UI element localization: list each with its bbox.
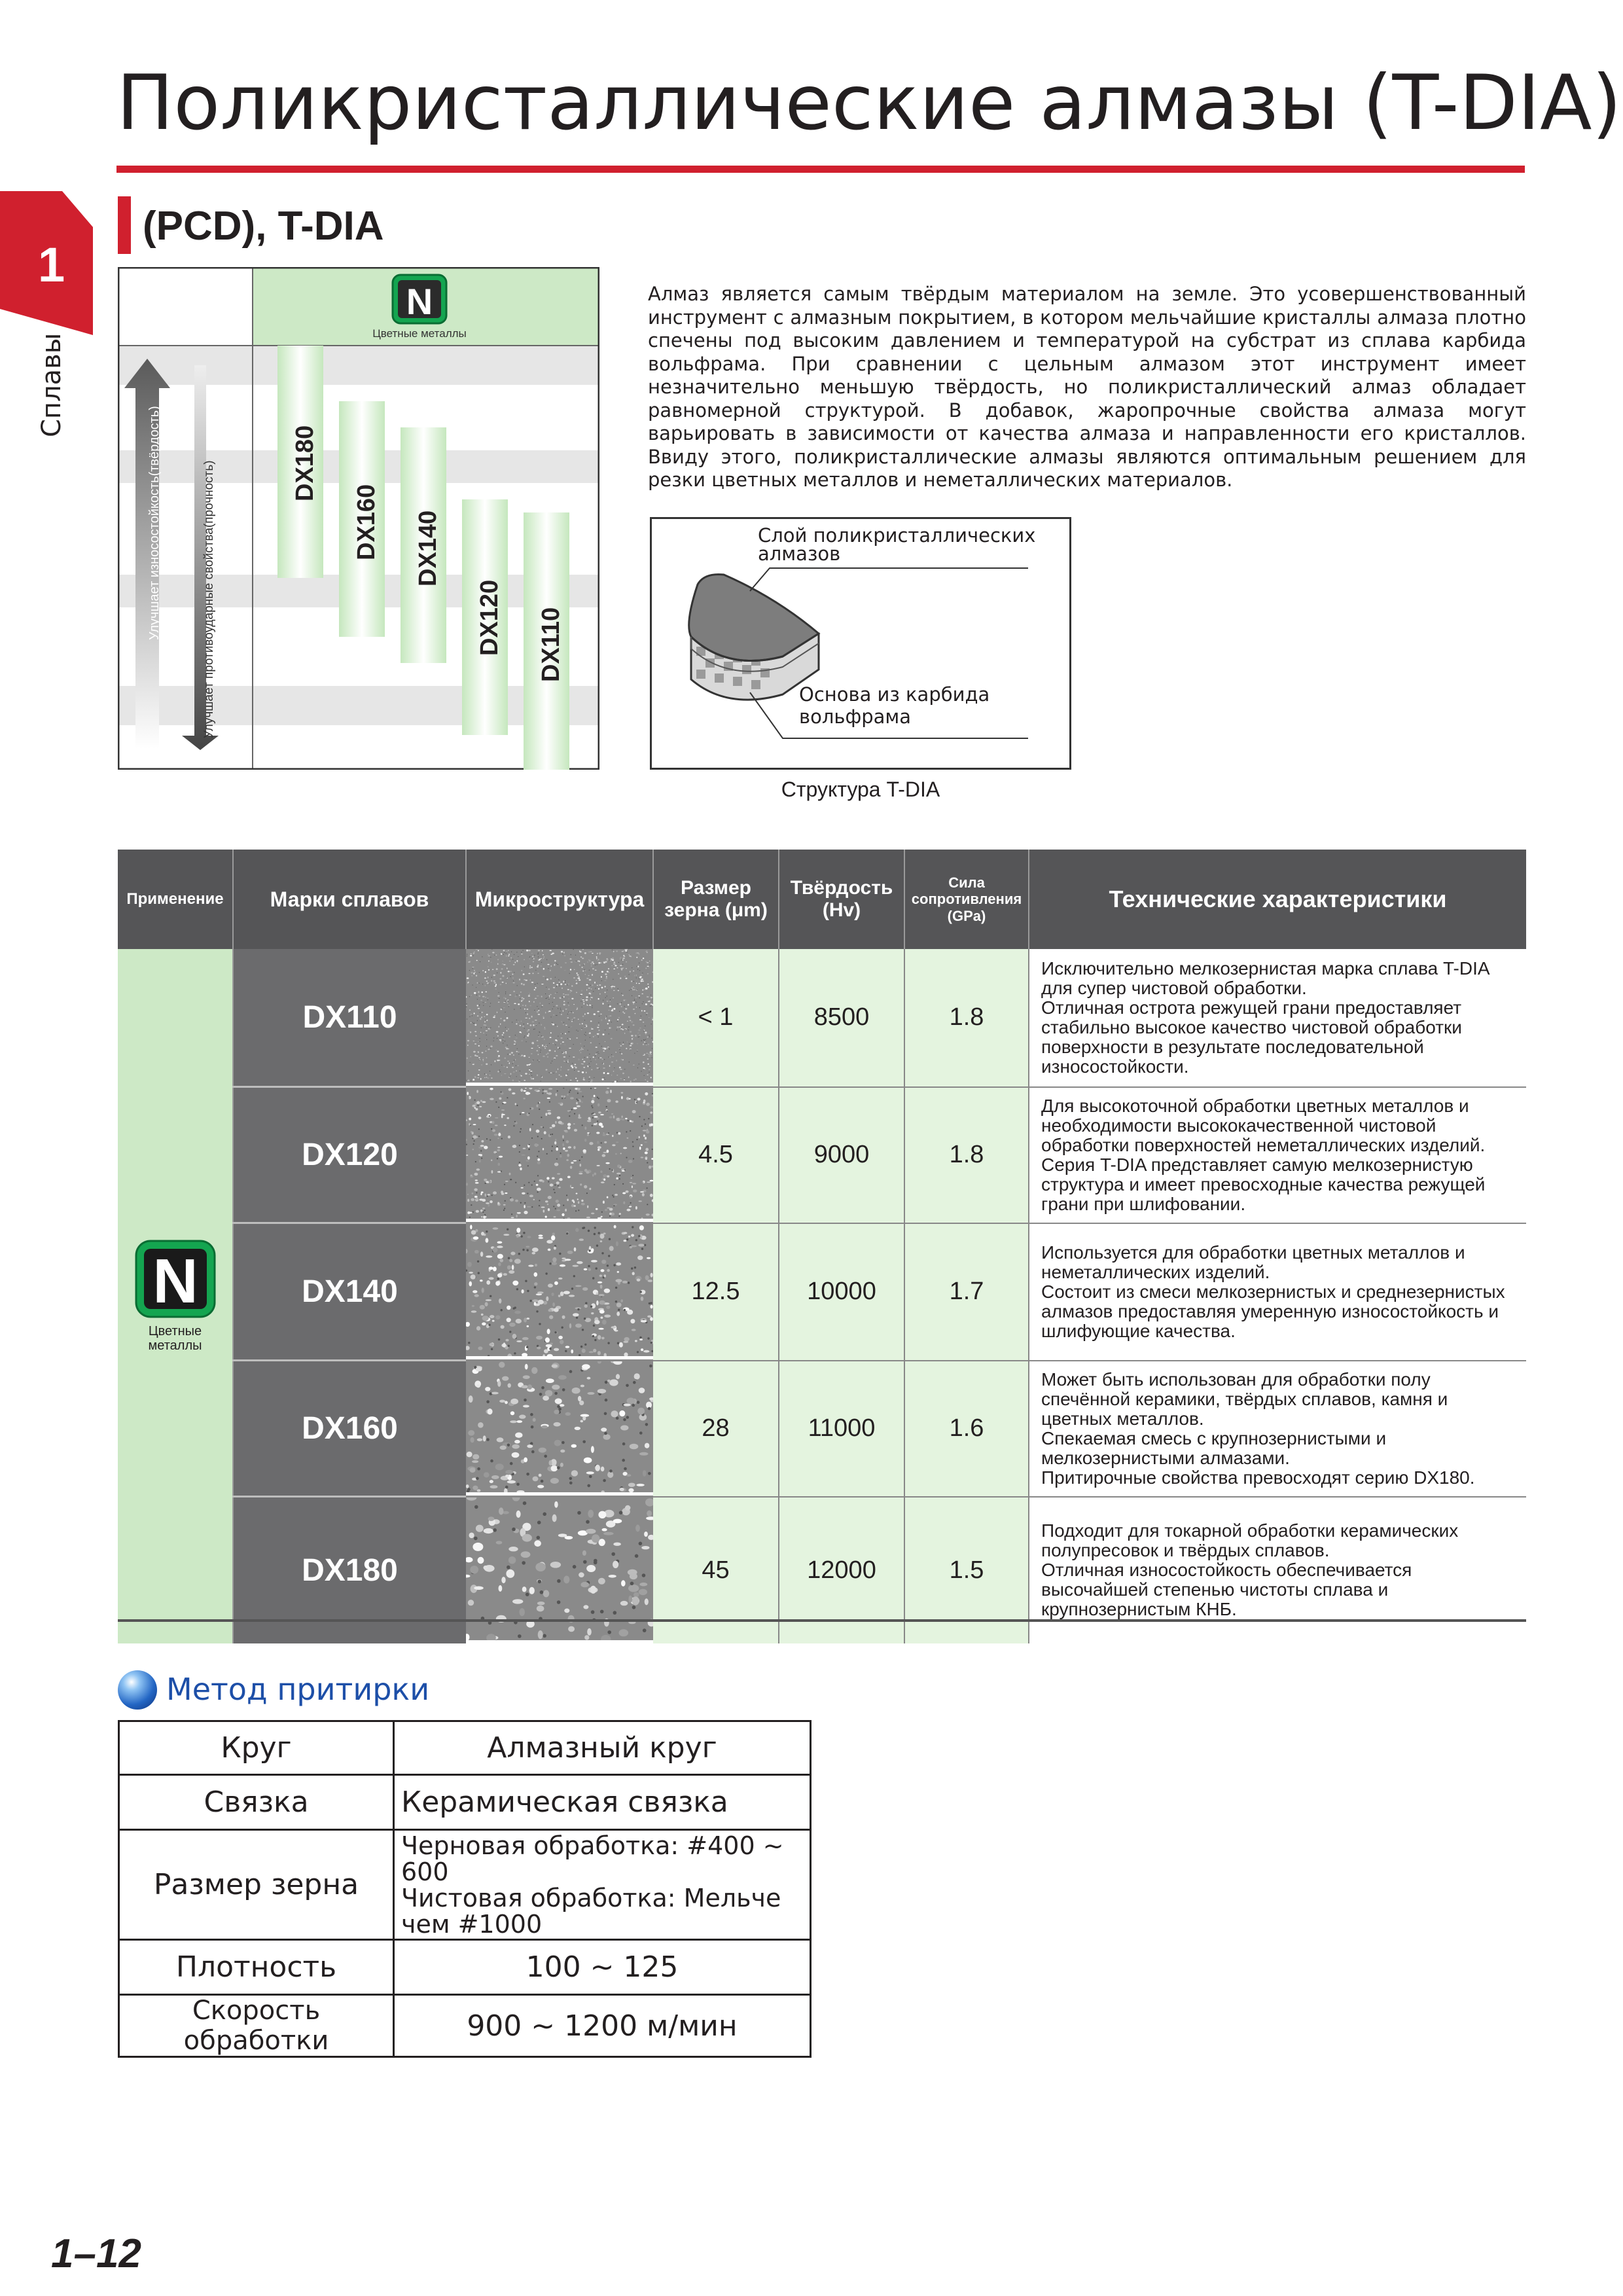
features-text: Может быть использован для обработки полу спечённой керамики, твёрдых сплавов, камня и цветных металлов. Спекаемая смесь с крупнозернистыми и мелкозернистыми алмазами. Притирочные свойства превосходят серию DX180. [1029,1361,1526,1497]
chapter-number: 1 [38,238,65,292]
header-application: Применение [118,850,233,949]
method-value: Керамическая связка [394,1775,811,1830]
spec-table-bottom-rule [118,1619,1526,1622]
section-marker [118,196,131,254]
method-value: 900 ~ 1200 м/мин [394,1995,811,2057]
grade-name: DX110 [233,949,466,1087]
application-caption-line2: металлы [148,1338,202,1353]
svg-text:N: N [152,1246,198,1316]
strength-value: 1.8 [904,949,1029,1087]
microstructure-image [466,1223,653,1361]
header-hardness-line2: (Hv) [822,899,861,921]
header-hardness [779,850,904,949]
features-text: Исключительно мелкозернистая марка сплава T-DIA для супер чистовой обработки. Отличная острота режущей грани предоставляет стабильно высокое качество чистовой обработки поверхности в результате последовательной износостойкости. [1029,949,1526,1087]
page-title: Поликристаллические алмазы (T-DIA) [116,59,1622,147]
base-label: Основа из карбида [799,683,990,706]
grade-label-dx160: DX160 [353,484,380,560]
features-text: Для высокоточной обработки цветных металлов и необходимости высококачественной чистовой обработки поверхностей неметаллических изделий. Серия T-DIA представляет самую мелкозернистую структура и имеет превосходные качества режущей грани при шлифовании. [1029,1087,1526,1223]
features-text: Используется для обработки цветных металлов и неметаллических изделий. Состоит из смеси мелкозернистых и среднезернистых алмазов предоставляя умеренную износостойкость и шлифующие качества. [1029,1223,1526,1361]
strength-value: 1.5 [904,1497,1029,1644]
grade-label-dx140: DX140 [414,510,442,586]
grain-size-value: 12.5 [653,1223,779,1361]
method-row [119,1995,811,2057]
method-value: Алмазный круг [394,1721,811,1775]
method-value: Черновая обработка: #400 ~ 600 Чистовая обработка: Мельче чем #1000 [394,1830,811,1940]
grain-size-value: 4.5 [653,1087,779,1223]
header-grain-size [653,850,779,949]
chapter-label: Сплавы [37,332,67,437]
grade-name: DX120 [233,1087,466,1223]
spec-table-header [118,850,1526,949]
method-label: Скорость обработки [119,1995,394,2057]
nonferrous-badge-icon [135,1240,216,1318]
grade-chart [118,267,599,770]
grade-name: DX140 [233,1223,466,1361]
method-row [119,1830,811,1940]
header-hardness-line1: Твёрдость [790,876,893,899]
application-cell [118,949,233,1643]
badge-letter: N [406,281,433,322]
strength-value: 1.7 [904,1223,1029,1361]
table-row [118,1223,1526,1361]
strength-value: 1.6 [904,1361,1029,1497]
hardness-value: 11000 [779,1361,904,1497]
method-label: Связка [119,1775,394,1830]
svg-text:алмазов: алмазов [758,543,841,565]
hardness-value: 9000 [779,1087,904,1223]
table-row [118,949,1526,1087]
method-value: 100 ~ 125 [394,1940,811,1995]
header-grain-line2: зерна (μm) [664,899,768,921]
wear-arrow-label: Улучшает износостойкость(твёрдость) [147,406,162,640]
method-row [119,1721,811,1775]
method-label: Круг [119,1721,394,1775]
impact-arrow-label: Улучшает противоударные свойства(прочность) [202,460,216,738]
layer-label: Слой поликристаллических [758,524,1036,547]
grade-label-dx110: DX110 [537,607,565,682]
grade-name: DX160 [233,1361,466,1497]
header-strength-line2: сопротивления [911,891,1022,908]
badge-caption: Цветные металлы [372,327,467,340]
header-grades: Марки сплавов [233,850,466,949]
application-caption [118,1324,232,1353]
header-strength-line3: (GPa) [947,907,986,924]
grain-size-value: 28 [653,1361,779,1497]
strength-value: 1.8 [904,1087,1029,1223]
method-row [119,1940,811,1995]
header-strength-line1: Сила [948,874,985,891]
header-features: Технические характеристики [1029,850,1526,949]
microstructure-image [466,1361,653,1497]
spec-table [118,850,1526,1643]
description-text: Алмаз является самым твёрдым материалом на земле. Это усовершенствованный инструмент с алмазным покрытием, в котором мельчайшие кристаллы алмаза плотно спечены под высоким давлением и температурой на субстрат из сплава карбида вольфрама. При сравнении с цельным алмазом этот инструмент имеет незначительно меньшую твёрдость, но поликристаллический алмаз обладает равномерной структурой. В добавок, жаропрочные свойства алмаза могут варьировать в зависимости от качества алмаза и направленности его кристаллов. Ввиду этого, поликристаллические алмазы являются оптимальным решением для резки цветных металлов и неметаллических материалов. [648,283,1526,491]
grade-label-dx120: DX120 [476,579,503,656]
method-row [119,1775,811,1830]
bullet-sphere-icon [118,1670,157,1710]
method-table [118,1720,812,2058]
insert-structure-icon [652,519,1069,768]
method-title: Метод притирки [166,1672,430,1707]
page-number: 1–12 [51,2231,141,2276]
title-divider [116,166,1525,173]
header-strength [904,850,1029,949]
header-grain-line1: Размер [680,876,752,899]
hardness-value: 12000 [779,1497,904,1644]
features-text: Подходит для токарной обработки керамических полупресовок и твёрдых сплавов. Отличная износостойкость обеспечивается высочайшей степенью чистоты сплава и крупнозернистым КНБ. [1041,1520,1459,1620]
section-title: (PCD), T-DIA [143,204,384,249]
header-microstructure: Микроструктура [466,850,653,949]
grain-size-value: < 1 [653,949,779,1087]
structure-caption: Структура T-DIA [781,778,940,801]
method-label: Плотность [119,1940,394,1995]
grade-label-dx180: DX180 [291,425,319,501]
svg-text:вольфрама: вольфрама [799,706,912,728]
table-row [118,1087,1526,1223]
grain-size-value: 45 [653,1497,779,1644]
grade-name: DX180 [233,1497,466,1644]
method-label: Размер зерна [119,1830,394,1940]
hardness-value: 10000 [779,1223,904,1361]
application-caption-line1: Цветные [148,1324,202,1338]
structure-diagram [650,517,1071,770]
hardness-value: 8500 [779,949,904,1087]
microstructure-image [466,949,653,1087]
microstructure-image [466,1087,653,1223]
table-row [118,1361,1526,1497]
